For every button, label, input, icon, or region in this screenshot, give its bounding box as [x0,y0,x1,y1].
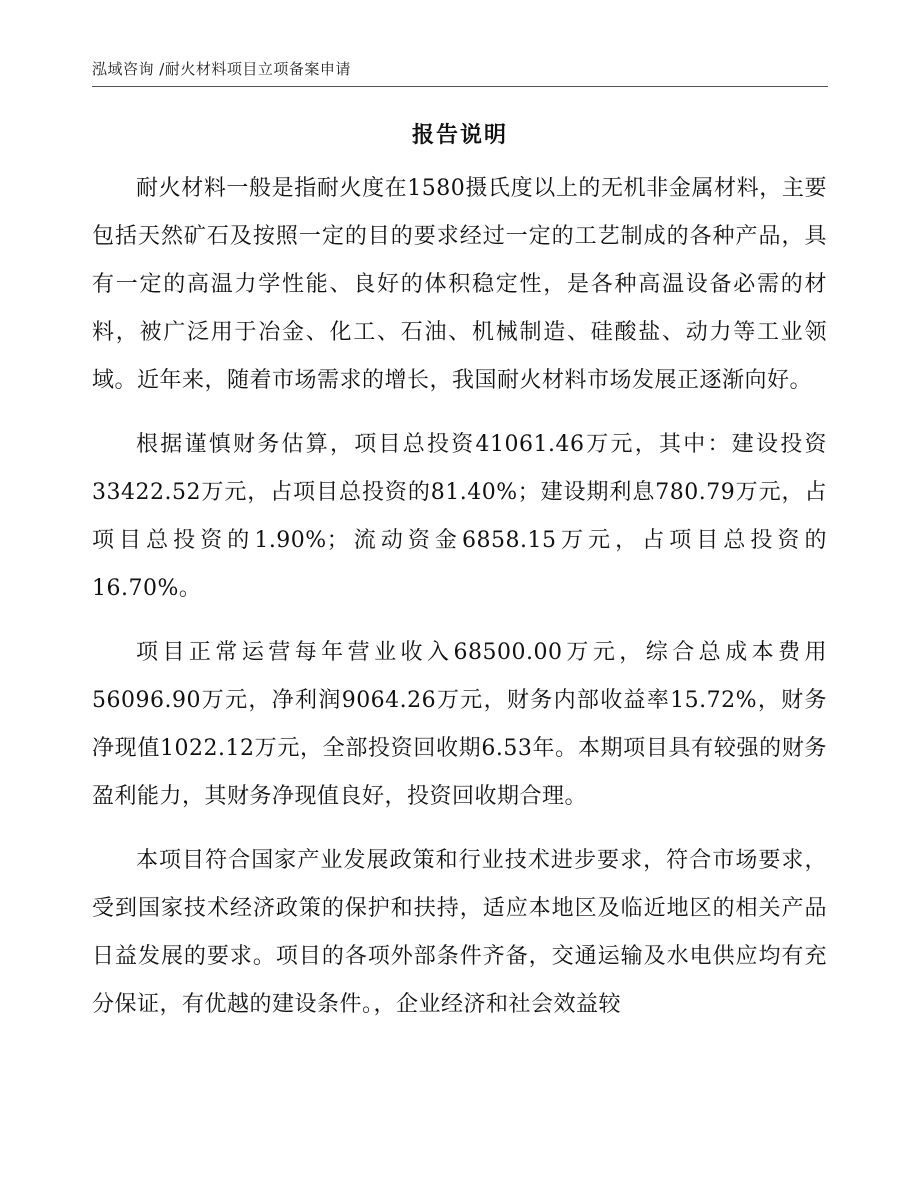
body-text [92,165,827,1045]
section-title: 报告说明 [411,123,508,148]
paragraph-financials: 项目正常运营每年营业收入68500.00万元，综合总成本费用56096.90万元，净利润9064.26万元，财务内部收益率15.72%，财务净现值1022.12万元，全部投资回收期6.53年。本期项目具有较强的财务盈利能力，其财务净现值良好，投资回收期合理。 [92,640,827,809]
paragraph-investment: 根据谨慎财务估算，项目总投资41061.46万元，其中：建设投资33422.52万元，占项目总投资的81.40%；建设期利息780.79万元，占项目总投资的1.90%；流动资金6858.15万元，占项目总投资的16.70%。 [92,432,827,601]
paragraph-intro: 耐火材料一般是指耐火度在1580摄氏度以上的无机非金属材料，主要包括天然矿石及按照一定的目的要求经过一定的工艺制成的各种产品，具有一定的高温力学性能、良好的体积稳定性，是各种高温设备必需的材料，被广泛用于冶金、化工、石油、机械制造、硅酸盐、动力等工业领域。近年来，随着市场需求的增长，我国耐火材料市场发展正逐渐向好。 [92,176,827,393]
running-header: 泓域咨询 /耐火材料项目立项备案申请 [92,60,351,78]
header-divider [92,86,828,87]
paragraph-policy: 本项目符合国家产业发展政策和行业技术进步要求，符合市场要求，受到国家技术经济政策的保护和扶持，适应本地区及临近地区的相关产品日益发展的要求。项目的各项外部条件齐备，交通运输及水电供应均有充分保证，有优越的建设条件。，企业经济和社会效益较 [92,848,827,1017]
